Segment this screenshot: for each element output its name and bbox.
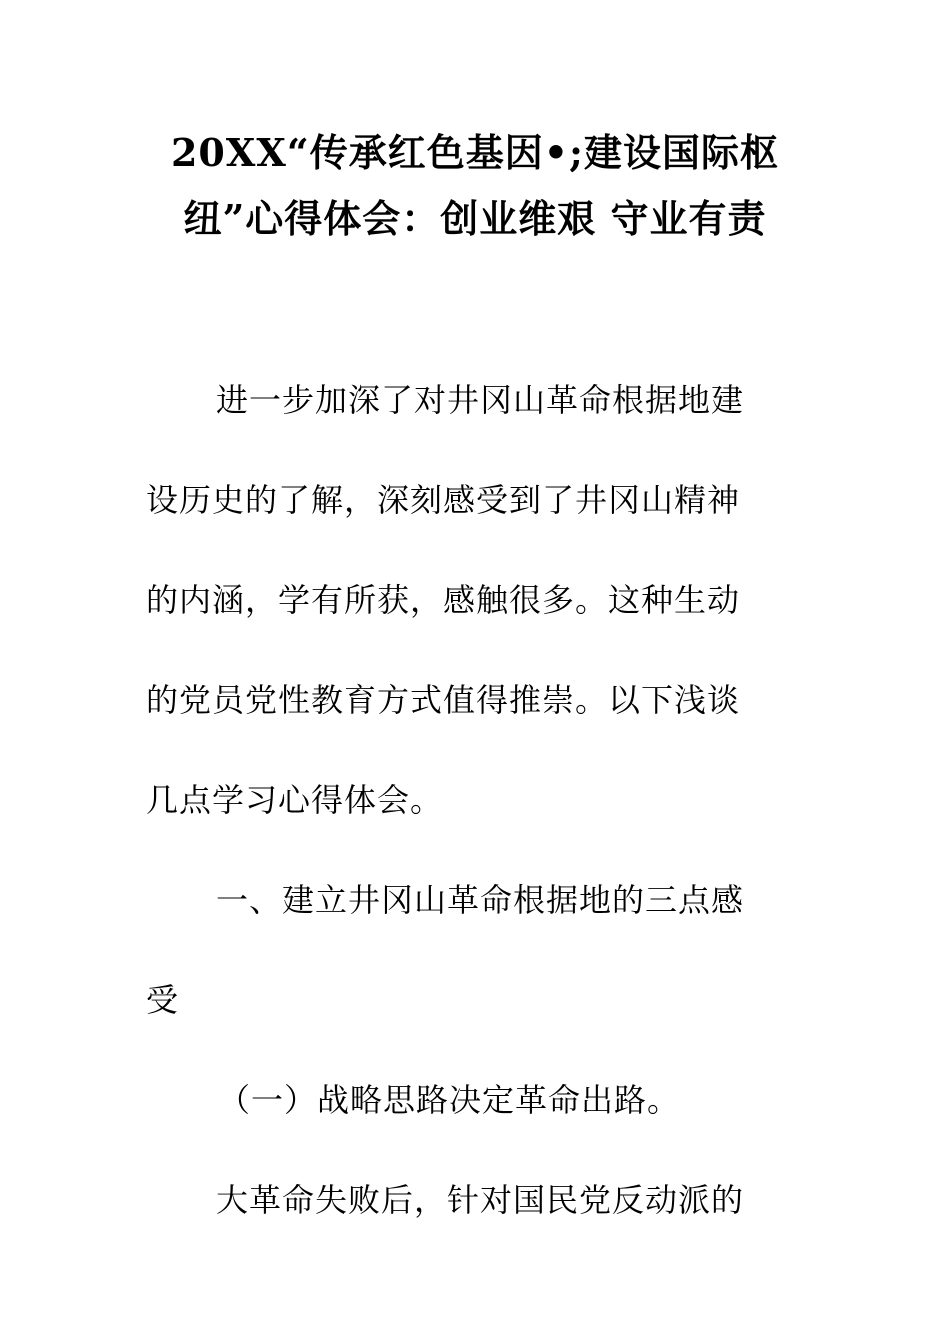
subsection-heading: （一）战略思路决定革命出路。 <box>218 1081 681 1119</box>
paragraph-line: 几点学习心得体会。 <box>146 781 444 819</box>
paragraph-line: 大革命失败后，针对国民党反动派的 <box>216 1181 745 1219</box>
section-heading-line: 受 <box>146 981 180 1019</box>
paragraph-line: 的内涵，学有所获，感触很多。这种生动 <box>146 581 741 619</box>
paragraph-line: 的党员党性教育方式值得推崇。以下浅谈 <box>146 681 741 719</box>
title-line: 20XX“传承红色基因•;建设国际枢 <box>170 130 780 175</box>
paragraph-line: 进一步加深了对井冈山革命根据地建 <box>216 381 745 419</box>
title-line: 纽”心得体会：创业维艰 守业有责 <box>183 196 767 241</box>
document-title <box>140 120 810 252</box>
section-heading-line: 一、建立井冈山革命根据地的三点感 <box>216 881 745 919</box>
paragraph-line: 设历史的了解，深刻感受到了井冈山精神 <box>146 481 741 519</box>
